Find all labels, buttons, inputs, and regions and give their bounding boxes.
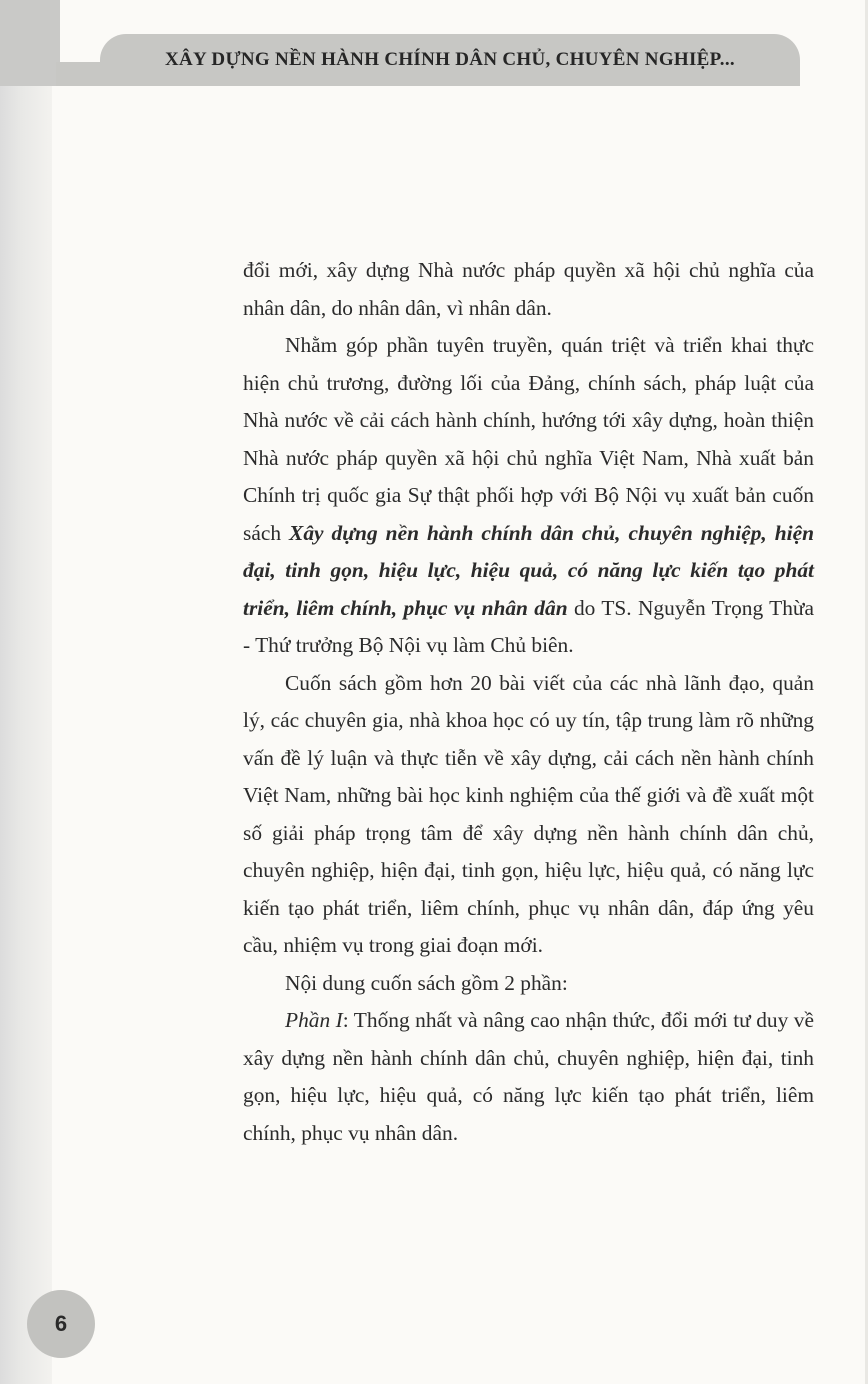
book-title: Xây dựng nền hành chính dân chủ, chuyên nghiệp, hiện đại, tinh gọn, hiệu lực, hiệu quả, có năng lực kiến tạo phát triển, liêm chính, phục vụ nhân dân [243,520,814,620]
page-number: 6 [54,1311,68,1336]
paragraph-introduction [243,327,814,665]
paragraph-intro-text: Nhằm góp phần tuyên truyền, quán triệt và triển khai thực hiện chủ trương, đường lối của Đảng, chính sách, pháp luật của Nhà nước về cải cách hành chính, hướng tới xây dựng, hoàn thiện Nhà nước pháp quyền xã hội chủ nghĩa Việt Nam, Nhà xuất bản Chính trị quốc gia Sự thật phối hợp với Bộ Nội vụ xuất bản cuốn sách [243,333,814,545]
paragraph-part-one [243,1002,814,1152]
part-one-text: : Thống nhất và nâng cao nhận thức, đổi mới tư duy về xây dựng nền hành chính dân chủ, chuyên nghiệp, hiện đại, tinh gọn, hiệu lực, hiệu quả, có năng lực kiến tạo phát triển, liêm chính, phục vụ nhân dân. [243,1008,814,1145]
page-body [243,252,814,1152]
left-margin-strip [0,0,52,1384]
paragraph-intro-editor: do TS. Nguyễn Trọng Thừa - Thứ trưởng Bộ Nội vụ làm Chủ biên. [243,595,815,657]
part-one-label: Phần I [285,1008,343,1032]
running-header-title: XÂY DỰNG NỀN HÀNH CHÍNH DÂN CHỦ, CHUYÊN NGHIỆP... [165,49,735,70]
paragraph-structure: Nội dung cuốn sách gồm 2 phần: [285,970,568,995]
paragraph-contents-summary: Cuốn sách gồm hơn 20 bài viết của các nhà lãnh đạo, quản lý, các chuyên gia, nhà khoa học có uy tín, tập trung làm rõ những vấn đề lý luận và thực tiễn về xây dựng, cải cách nền hành chính Việt Nam, những bài học kinh nghiệm của thế giới và đề xuất một số giải pháp trọng tâm để xây dựng nền hành chính dân chủ, chuyên nghiệp, hiện đại, tinh gọn, hiệu lực, hiệu quả, có năng lực kiến tạo phát triển, liêm chính, phục vụ nhân dân, đáp ứng yêu cầu, nhiệm vụ trong giai đoạn mới. [243,670,814,957]
left-margin-header-block [0,0,60,86]
paragraph-continuation: đổi mới, xây dựng Nhà nước pháp quyền xã hội chủ nghĩa của nhân dân, do nhân dân, vì nhân dân. [243,258,814,320]
